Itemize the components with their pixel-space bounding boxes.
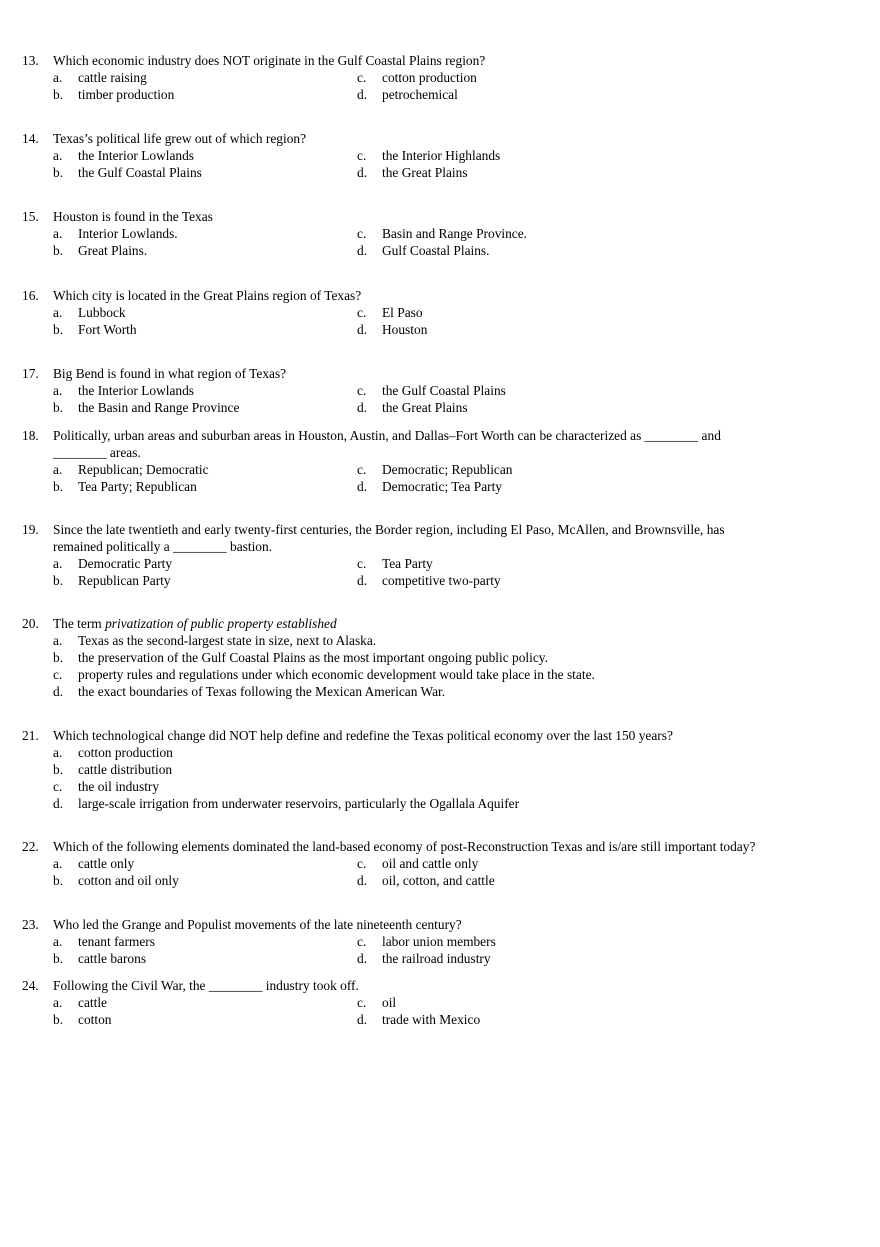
question-number: 19.: [22, 522, 39, 537]
question-number: 20.: [22, 616, 39, 631]
question-text-line-1: Politically, urban areas and suburban areas in Houston, Austin, and Dallas–Fort Worth can be characterized as ________ and: [53, 428, 721, 443]
question-number: 22.: [22, 839, 39, 854]
question-text-line-2: remained politically a ________ bastion.: [53, 539, 273, 554]
question-text: Which technological change did NOT help define and redefine the Texas political economy over the last 150 years?: [53, 728, 673, 743]
question-text: Which of the following elements dominated the land-based economy of post-Reconstruction Texas and is/are still important today?: [53, 839, 756, 854]
question-number: 14.: [22, 131, 39, 146]
question-text: Texas’s political life grew out of which region?: [53, 131, 307, 146]
question-number: 16.: [22, 288, 39, 303]
question-number: 18.: [22, 428, 39, 443]
question-13: 13. Which economic industry does NOT originate in the Gulf Coastal Plains region? a. cattle raising b. timber production c. cotton production d. petrochemical: [22, 53, 486, 102]
question-20: 20. The term privatization of public property established a. Texas as the second-largest state in size, next to Alaska. b. the preservation of the Gulf Coastal Plains as the most important ongoing public policy. c. property rules and regulations under which economic development would take place in the state. d. the exact boundaries of Texas following the Mexican American War.: [22, 616, 595, 699]
question-text: Big Bend is found in what region of Texas?: [53, 366, 287, 381]
question-text: Houston is found in the Texas: [53, 209, 213, 224]
italic-term: privatization of public property established: [105, 616, 337, 631]
question-number: 24.: [22, 978, 39, 993]
question-text: Following the Civil War, the ________ industry took off.: [53, 978, 359, 993]
question-text-line-1: Since the late twentieth and early twenty-first centuries, the Border region, including El Paso, McAllen, and Brownsville, has: [53, 522, 725, 537]
question-number: 17.: [22, 366, 39, 381]
question-number: 15.: [22, 209, 39, 224]
question-text: Which economic industry does NOT originate in the Gulf Coastal Plains region?: [53, 53, 486, 68]
question-21: 21. Which technological change did NOT help define and redefine the Texas political economy over the last 150 years? a. cotton production b. cattle distribution c. the oil industry d. large-scale irrigation from underwater reservoirs, particularly the Ogallala Aquifer: [22, 728, 673, 811]
question-24: 24. Following the Civil War, the ________ industry took off. a. cattle b. cotton c. oil d. trade with Mexico: [22, 978, 481, 1027]
question-19: 19. Since the late twentieth and early twenty-first centuries, the Border region, including El Paso, McAllen, and Brownsville, has remained politically a ________ bastion. a. Democratic Party b. Republican Party c. Tea Party d. competitive two-party: [22, 522, 725, 588]
question-text-line-2: ________ areas.: [53, 445, 141, 460]
question-text: Who led the Grange and Populist movements of the late nineteenth century?: [53, 917, 462, 932]
question-16: 16. Which city is located in the Great Plains region of Texas? a. Lubbock b. Fort Worth c. El Paso d. Houston: [22, 288, 428, 337]
question-number: 21.: [22, 728, 39, 743]
question-22: 22. Which of the following elements dominated the land-based economy of post-Reconstruction Texas and is/are still important today? a. cattle only b. cotton and oil only c. oil and cattle only d. oil, cotton, and cattle: [22, 839, 756, 888]
question-14: 14. Texas’s political life grew out of which region? a. the Interior Lowlands b. the Gulf Coastal Plains c. the Interior Highlands d. the Great Plains: [22, 131, 501, 180]
question-number: 23.: [22, 917, 39, 932]
question-15: 15. Houston is found in the Texas a. Interior Lowlands. b. Great Plains. c. Basin and Range Province. d. Gulf Coastal Plains.: [22, 209, 528, 258]
question-23: 23. Who led the Grange and Populist movements of the late nineteenth century? a. tenant farmers b. cattle barons c. labor union members d. the railroad industry: [22, 917, 496, 966]
question-18: 18. Politically, urban areas and suburban areas in Houston, Austin, and Dallas–Fort Worth can be characterized as ________ and ________ areas. a. Republican; Democratic b. Tea Party; Republican c. Democratic; Republican d. Democratic; Tea Party: [22, 428, 721, 494]
question-text: Which city is located in the Great Plains region of Texas?: [53, 288, 362, 303]
question-text: The term privatization of public property established: [53, 616, 337, 631]
question-17: 17. Big Bend is found in what region of Texas? a. the Interior Lowlands b. the Basin and Range Province c. the Gulf Coastal Plains d. the Great Plains: [22, 366, 506, 415]
question-number: 13.: [22, 53, 39, 68]
